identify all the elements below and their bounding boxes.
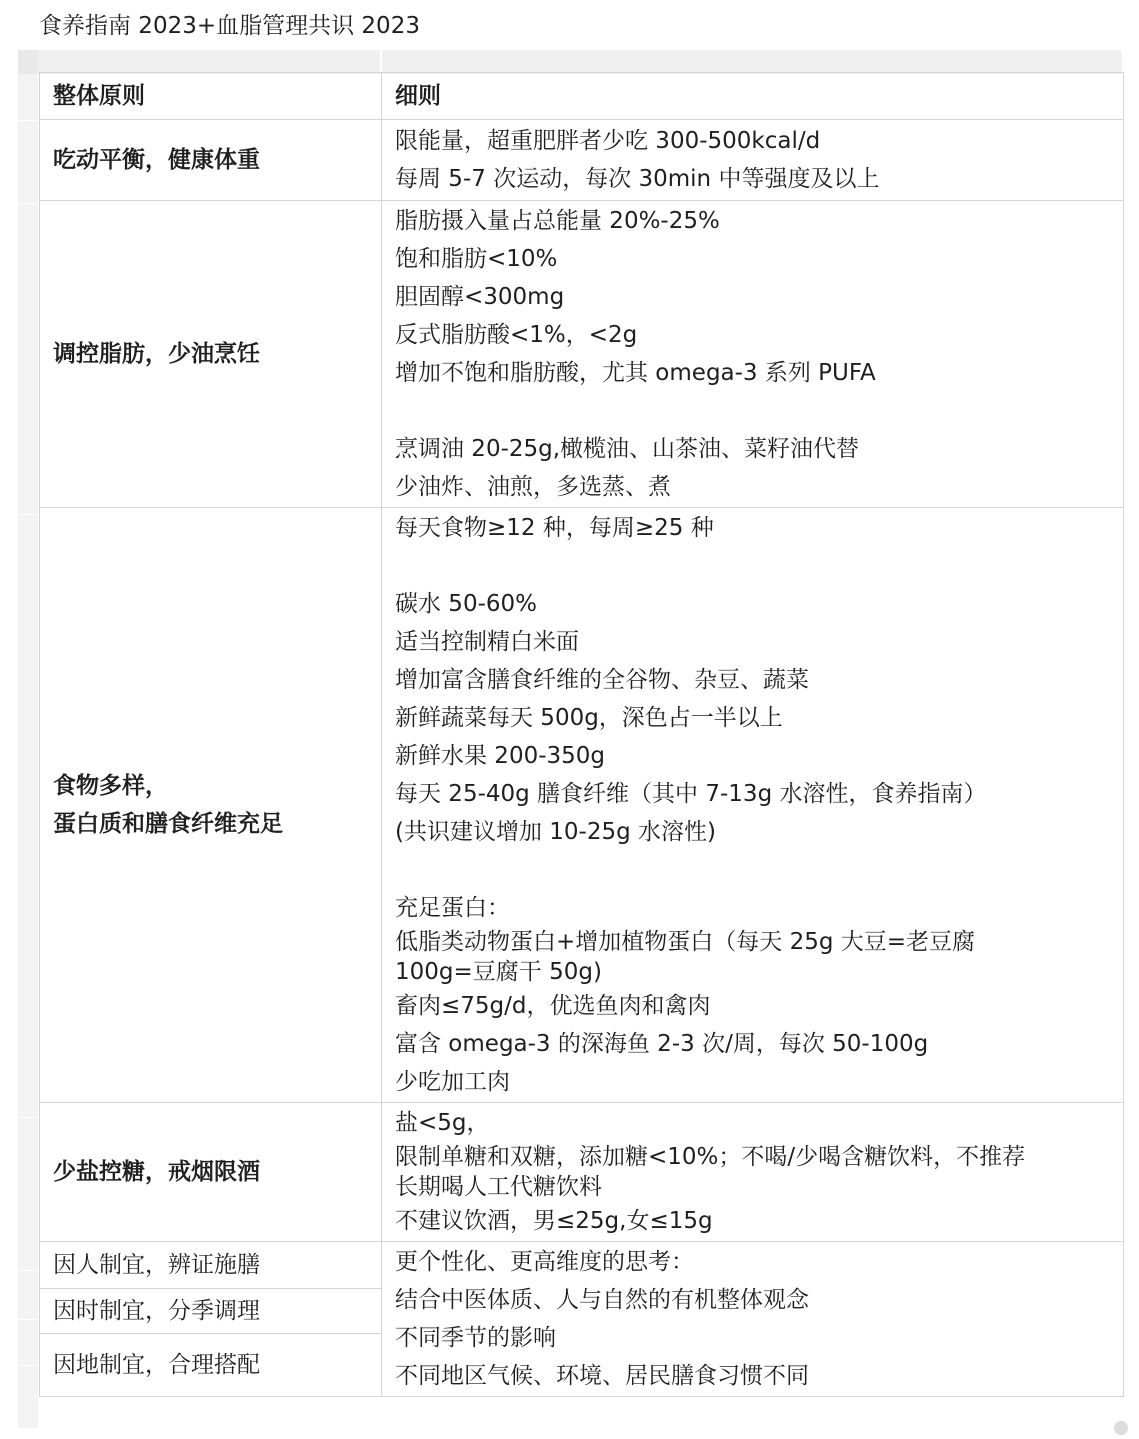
table-frame [18,50,1122,1430]
principle-cell[interactable]: 调控脂肪，少油烹饪 [40,201,382,508]
table-row [40,1242,1124,1289]
row-handle[interactable] [18,514,38,1117]
principle-cell[interactable]: 因时制宜，分季调理 [40,1289,382,1334]
table-row [40,201,1124,508]
table-row [40,508,1124,1103]
blank-line [395,392,1111,430]
detail-cell[interactable] [382,1103,1124,1242]
detail-line: 不同地区气候、环境、居民膳食习惯不同 [395,1363,809,1389]
detail-line: 烹调油 20-25g,橄榄油、山茶油、菜籽油代替 [395,436,860,462]
blank-line [395,851,1111,889]
detail-line: 饱和脂肪<10% [395,246,558,272]
detail-line: 新鲜蔬菜每天 500g，深色占一半以上 [395,705,783,731]
column-divider[interactable] [380,50,382,74]
detail-cell[interactable] [382,1242,1124,1397]
header-cell[interactable]: 细则 [382,73,1124,120]
detail-line: 少油炸、油煎，多选蒸、煮 [395,474,671,500]
detail-line: 每天 25-40g 膳食纤维（其中 7-13g 水溶性，食养指南） [395,781,987,807]
blank-line [395,547,1111,585]
row-handle[interactable] [18,1270,38,1319]
detail-line: 少吃加工肉 [395,1069,510,1095]
row-handle[interactable] [18,203,38,514]
detail-line: 限能量，超重肥胖者少吃 300-500kcal/d [395,128,821,154]
detail-line: 富含 omega-3 的深海鱼 2-3 次/周，每次 50-100g [395,1031,929,1057]
row-handle[interactable] [18,120,38,203]
row-handle[interactable] [18,1365,38,1428]
detail-line: 脂肪摄入量占总能量 20%-25% [395,208,720,234]
table-row [40,1103,1124,1242]
principle-cell[interactable]: 因人制宜，辨证施膳 [40,1242,382,1289]
page-title: 食养指南 2023+血脂管理共识 2023 [39,13,420,39]
detail-line: 结合中医体质、人与自然的有机整体观念 [395,1287,809,1313]
row-handle-header[interactable] [18,50,38,74]
detail-line: 畜肉≤75g/d，优选鱼肉和禽肉 [395,993,711,1019]
scroll-handle[interactable] [1114,1421,1128,1435]
detail-cell[interactable] [382,201,1124,508]
detail-line: 限制单糖和双糖，添加糖<10%；不喝/少喝含糖饮料，不推荐 [395,1144,1026,1170]
detail-line: 长期喝人工代糖饮料 [395,1174,602,1200]
detail-line: 不建议饮酒，男≤25g,女≤15g [395,1208,713,1234]
detail-line: 每天食物≥12 种，每周≥25 种 [395,515,714,541]
detail-line: 更个性化、更高维度的思考： [395,1249,694,1275]
detail-line: 适当控制精白米面 [395,629,579,655]
row-handle[interactable] [18,1117,38,1270]
detail-line: 新鲜水果 200-350g [395,743,606,769]
principle-cell[interactable]: 因地制宜，合理搭配 [40,1334,382,1397]
detail-line: 充足蛋白： [395,895,510,921]
guideline-table [39,72,1124,1397]
principle-line: 蛋白质和膳食纤维充足 [53,811,283,837]
table-toolbar-strip [18,50,1122,74]
detail-line: 胆固醇<300mg [395,284,565,310]
table-header-row [40,73,1124,120]
detail-line: 低脂类动物蛋白+增加植物蛋白（每天 25g 大豆=老豆腐 [395,929,976,955]
detail-line: 盐<5g， [395,1110,490,1136]
principle-cell[interactable]: 少盐控糖，戒烟限酒 [40,1103,382,1242]
principle-line: 食物多样， [53,773,168,799]
detail-cell[interactable] [382,508,1124,1103]
table-row [40,120,1124,201]
detail-line: 不同季节的影响 [395,1325,556,1351]
detail-cell[interactable] [382,120,1124,201]
detail-line: 增加不饱和脂肪酸，尤其 omega-3 系列 PUFA [395,360,876,386]
row-handle[interactable] [18,1319,38,1365]
detail-line: 增加富含膳食纤维的全谷物、杂豆、蔬菜 [395,667,809,693]
header-cell[interactable]: 整体原则 [40,73,382,120]
detail-line: (共识建议增加 10-25g 水溶性) [395,819,717,845]
detail-line: 100g=豆腐干 50g) [395,959,602,985]
detail-line: 反式脂肪酸<1%，<2g [395,322,638,348]
detail-line: 每周 5-7 次运动，每次 30min 中等强度及以上 [395,166,880,192]
principle-cell[interactable] [40,508,382,1103]
principle-cell[interactable]: 吃动平衡，健康体重 [40,120,382,201]
detail-line: 碳水 50-60% [395,591,537,617]
row-handle[interactable] [18,74,38,120]
